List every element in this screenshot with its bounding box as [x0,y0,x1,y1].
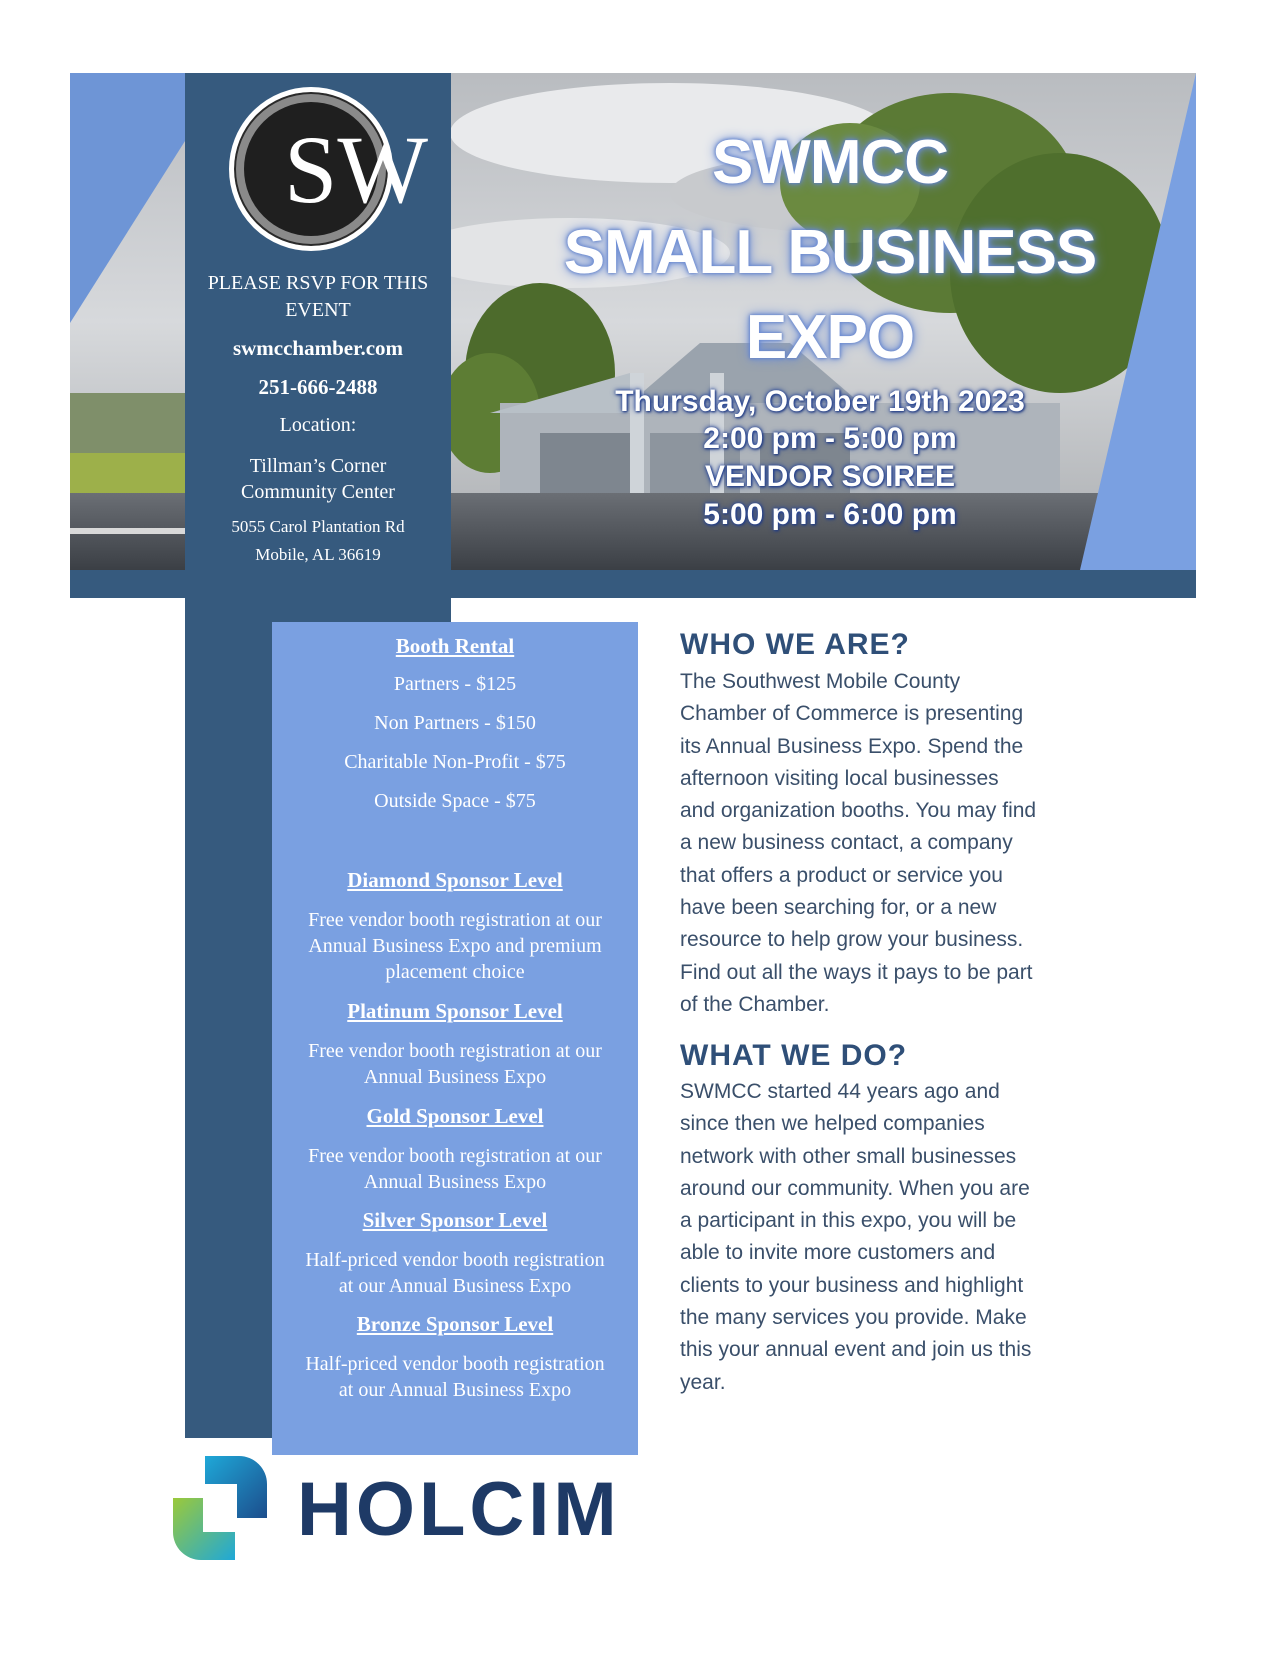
address-line-2: Mobile, AL 36619 [255,545,381,564]
bronze-sponsor-desc: Half-priced vendor booth registration at our Annual Business Expo [305,1353,605,1401]
location-address [185,513,451,569]
chamber-logo [229,87,428,251]
event-date: Thursday, October 19th 2023 [615,385,1025,418]
bronze-sponsor-heading: Bronze Sponsor Level [356,1312,554,1336]
expo-time: 2:00 pm - 5:00 pm [703,422,957,455]
platinum-sponsor-desc: Free vendor booth registration at our Annual Business Expo [308,1040,602,1088]
rsvp-heading: PLEASE RSVP FOR THIS EVENT [207,272,429,321]
holcim-logo-icon [165,1452,275,1564]
location-name: Tillman’s Corner Community Center [241,455,395,503]
what-we-do-heading: WHAT WE DO? [680,1039,908,1072]
diamond-sponsor-desc: Free vendor booth registration at our Annual Business Expo and premium placement choice [308,909,602,983]
diamond-sponsor-heading: Diamond Sponsor Level [347,868,563,892]
event-title-line-1: SWMCC [711,128,949,197]
booth-price-item: Charitable Non-Profit - $75 [344,751,566,773]
who-we-are-text: The Southwest Mobile County Chamber of Commerce is presenting its Annual Business Expo. Spend the afternoon visiting local businesses and organization booths. You may find a new business contact, a company that offers a product or service you have been searching for, or a new resource to help grow your business. Find out all the ways it pays to be part of the Chamber. [680,670,1037,1016]
booth-price-item: Outside Space - $75 [374,790,536,812]
location-label: Location: [279,414,357,436]
svg-text:SW: SW [284,116,428,223]
gold-sponsor-desc: Free vendor booth registration at our Annual Business Expo [308,1145,602,1193]
silver-sponsor-heading: Silver Sponsor Level [362,1208,548,1232]
event-title-line-3: EXPO [745,303,915,372]
booth-price-item: Partners - $125 [393,673,517,695]
pricing-panel [272,622,638,1455]
who-we-are-heading: WHO WE ARE? [680,628,910,661]
phone-number[interactable]: 251-666-2488 [258,375,378,399]
gold-sponsor-heading: Gold Sponsor Level [366,1104,544,1128]
platinum-sponsor-heading: Platinum Sponsor Level [347,999,563,1023]
soiree-time: 5:00 pm - 6:00 pm [703,498,957,531]
website-link[interactable]: swmcchamber.com [232,336,404,360]
vendor-soiree-label: VENDOR SOIREE [704,460,956,493]
silver-sponsor-desc: Half-priced vendor booth registration at our Annual Business Expo [305,1249,605,1297]
address-line-1: 5055 Carol Plantation Rd [231,517,405,536]
sw-monogram-icon [244,102,428,236]
booth-price-item: Non Partners - $150 [374,712,536,734]
holcim-wordmark: HOLCIM [297,1467,621,1552]
event-title-line-2: SMALL BUSINESS [563,218,1097,287]
booth-rental-heading: Booth Rental [395,634,515,658]
what-we-do-text: SWMCC started 44 years ago and since then we helped companies network with other small businesses around our community. When you are a participant in this expo, you will be able to invite more customers and clients to your business and highlight the many services you provide. Make this your annual event and join us this year. [680,1080,1032,1394]
